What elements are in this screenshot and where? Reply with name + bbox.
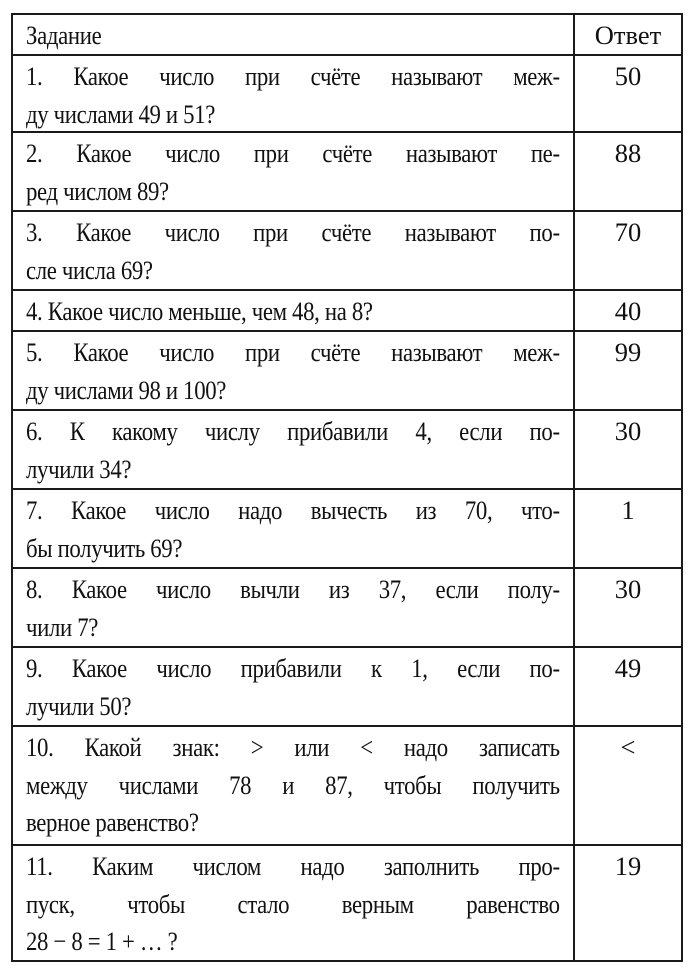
task-line: пуск, чтобы стало верным равенство bbox=[26, 888, 560, 919]
task-line-wrap bbox=[26, 252, 560, 290]
table-row bbox=[13, 289, 681, 330]
task-cell bbox=[13, 846, 575, 960]
task-line: 11. Каким числом надо заполнить про- bbox=[26, 851, 560, 881]
task-line-wrap bbox=[26, 372, 560, 410]
table-row bbox=[13, 725, 681, 844]
task-line: 4. Какое число меньше, чем 48, на 8? bbox=[26, 296, 373, 326]
task-cell bbox=[13, 569, 575, 646]
answer-value: 1 bbox=[621, 495, 635, 525]
table-row bbox=[13, 646, 681, 725]
answer-cell bbox=[575, 490, 681, 567]
task-cell bbox=[13, 212, 575, 289]
table-body bbox=[13, 54, 681, 960]
task-line-wrap bbox=[26, 923, 560, 961]
task-cell bbox=[13, 56, 575, 131]
task-line: лучили 50? bbox=[26, 690, 132, 721]
table-row bbox=[13, 330, 681, 409]
task-line: 8. Какое число вычли из 37, если полу- bbox=[26, 574, 560, 604]
table-row bbox=[13, 210, 681, 289]
table-row bbox=[13, 54, 681, 131]
task-line: верное равенство? bbox=[26, 807, 199, 837]
answer-cell bbox=[575, 727, 681, 844]
answer-cell bbox=[575, 332, 681, 409]
task-line: 10. Какой знак: > или < надо записать bbox=[26, 732, 560, 762]
task-line-wrap bbox=[26, 609, 560, 647]
answer-value: 19 bbox=[614, 851, 642, 881]
table-row bbox=[13, 488, 681, 567]
header-task bbox=[13, 15, 575, 54]
task-line: ду числами 98 и 100? bbox=[26, 374, 227, 405]
answer-cell bbox=[575, 133, 681, 210]
answer-value: 40 bbox=[614, 296, 642, 326]
task-line-wrap bbox=[26, 293, 560, 331]
task-line-wrap bbox=[26, 886, 560, 924]
task-line-wrap bbox=[26, 848, 560, 886]
task-line-wrap bbox=[26, 58, 560, 96]
task-line-wrap bbox=[26, 214, 560, 252]
table-row bbox=[13, 409, 681, 488]
task-line-wrap bbox=[26, 96, 560, 134]
task-line: ред числом 89? bbox=[26, 175, 169, 206]
answer-cell bbox=[575, 411, 681, 488]
task-line: 1. Какое число при счёте называют меж- bbox=[26, 61, 560, 91]
answer-value: 88 bbox=[614, 138, 642, 168]
task-line: 9. Какое число прибавили к 1, если по- bbox=[26, 653, 560, 683]
header-answer-label: Ответ bbox=[594, 20, 662, 50]
task-line: ду числами 49 и 51? bbox=[26, 98, 216, 129]
tasks-table bbox=[11, 13, 683, 962]
task-line-wrap bbox=[26, 571, 560, 609]
task-line: 7. Какое число надо вычесть из 70, что- bbox=[26, 495, 560, 525]
task-line-wrap bbox=[26, 729, 560, 767]
answer-value: 99 bbox=[614, 337, 642, 367]
answer-value: 70 bbox=[614, 217, 642, 247]
task-line: 5. Какое число при счёте называют меж- bbox=[26, 337, 560, 367]
task-cell bbox=[13, 291, 575, 330]
task-line-wrap bbox=[26, 804, 560, 842]
answer-value: < bbox=[620, 732, 636, 762]
task-line-wrap bbox=[26, 334, 560, 372]
task-line: 28 − 8 = 1 + … ? bbox=[26, 926, 178, 956]
table-row bbox=[13, 844, 681, 960]
answer-cell bbox=[575, 846, 681, 960]
task-line: 2. Какое число при счёте называют пе- bbox=[26, 138, 560, 168]
task-line-wrap bbox=[26, 413, 560, 451]
task-cell bbox=[13, 648, 575, 725]
task-line-wrap bbox=[26, 135, 560, 173]
task-line: 6. К какому числу прибавили 4, если по- bbox=[26, 416, 560, 446]
answer-value: 50 bbox=[614, 61, 642, 91]
task-line-wrap bbox=[26, 530, 560, 568]
task-cell bbox=[13, 133, 575, 210]
task-line: чили 7? bbox=[26, 611, 99, 642]
task-line: между числами 78 и 87, чтобы получить bbox=[26, 769, 560, 800]
answer-value: 49 bbox=[614, 653, 642, 683]
task-line-wrap bbox=[26, 650, 560, 688]
header-answer bbox=[575, 15, 681, 54]
answer-cell bbox=[575, 648, 681, 725]
answer-cell bbox=[575, 212, 681, 289]
answer-cell bbox=[575, 569, 681, 646]
task-line-wrap bbox=[26, 688, 560, 726]
header-row bbox=[13, 15, 681, 54]
task-line-wrap bbox=[26, 173, 560, 211]
task-cell bbox=[13, 490, 575, 567]
table-row bbox=[13, 567, 681, 646]
answer-cell bbox=[575, 291, 681, 330]
header-task-label: Задание bbox=[26, 20, 102, 50]
answer-value: 30 bbox=[614, 416, 642, 446]
task-line-wrap bbox=[26, 492, 560, 530]
task-cell bbox=[13, 411, 575, 488]
task-line: лучили 34? bbox=[26, 453, 132, 484]
task-cell bbox=[13, 727, 575, 844]
task-line: сле числа 69? bbox=[26, 254, 153, 285]
table-row bbox=[13, 131, 681, 210]
task-line: 3. Какое число при счёте называют по- bbox=[26, 217, 560, 247]
task-cell bbox=[13, 332, 575, 409]
task-line-wrap bbox=[26, 767, 560, 805]
task-line-wrap bbox=[26, 451, 560, 489]
answer-value: 30 bbox=[614, 574, 642, 604]
task-line: бы получить 69? bbox=[26, 532, 183, 563]
answer-cell bbox=[575, 56, 681, 131]
